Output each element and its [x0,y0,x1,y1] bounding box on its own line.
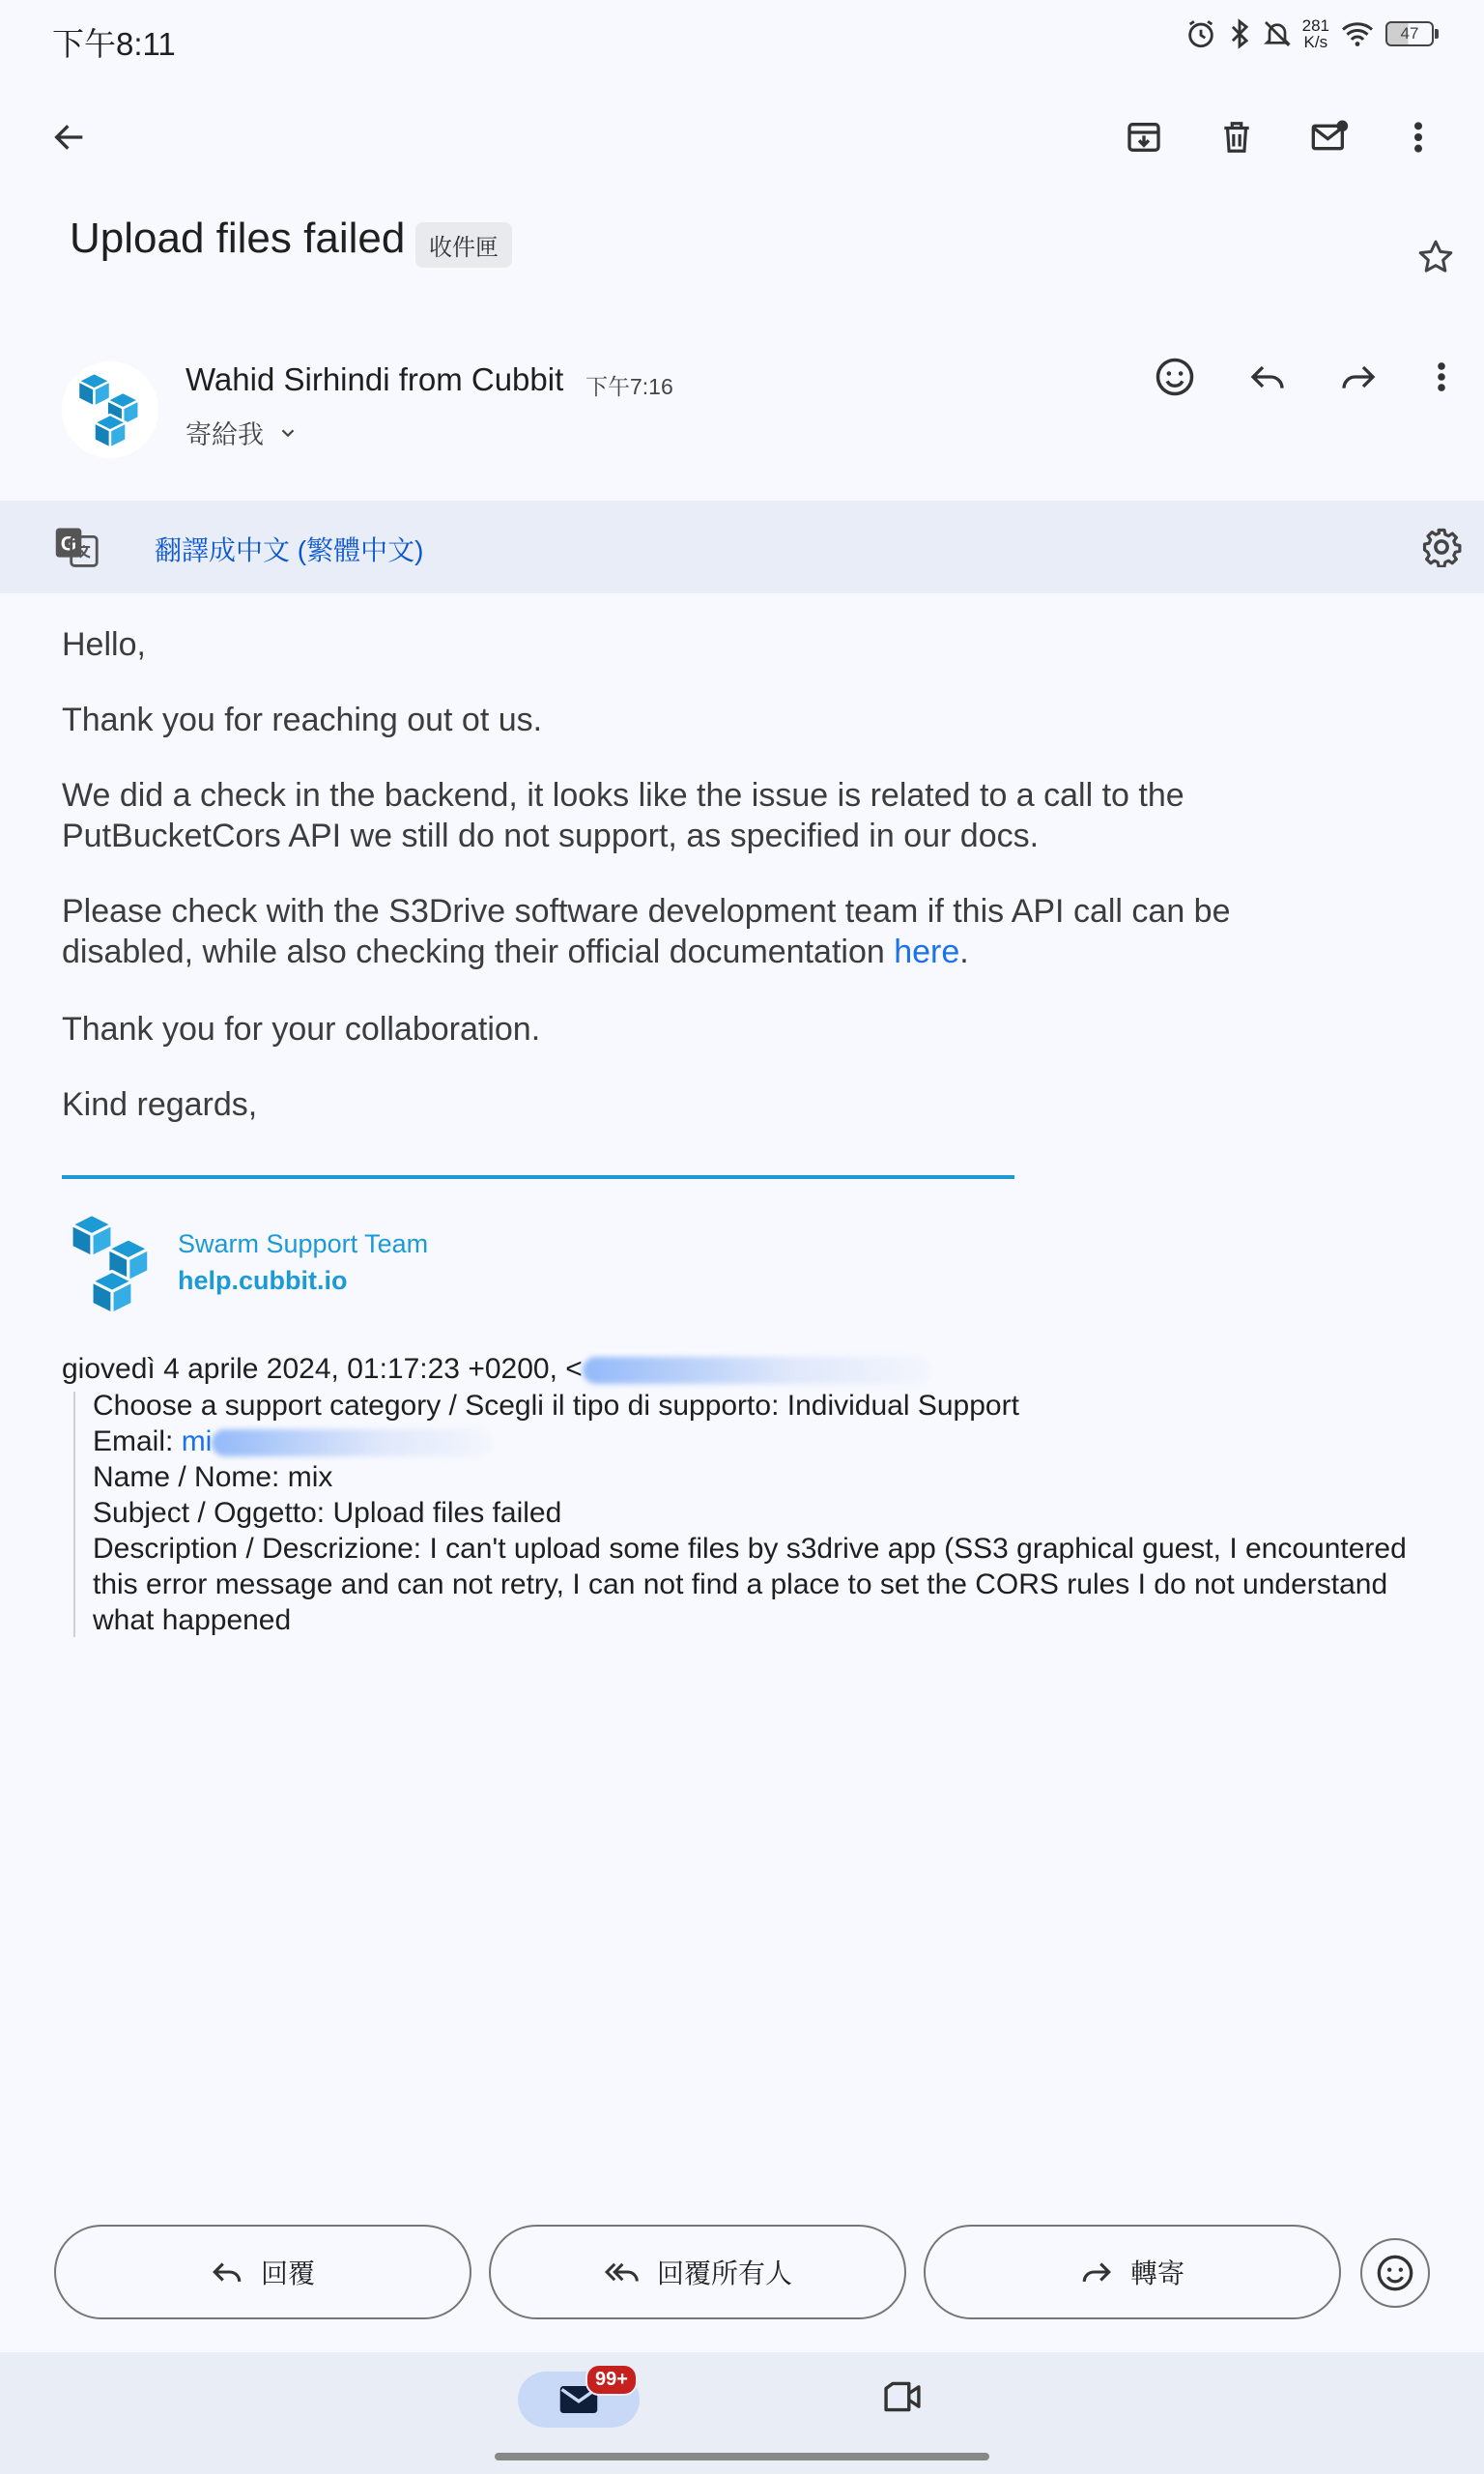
alarm-icon [1184,17,1217,50]
body-paragraph-2: We did a check in the backend, it looks like the issue is related to a call to the PutBucketCors API we still do not support, as specified in our docs. [62,777,1184,854]
docs-link[interactable]: here [894,934,960,970]
reply-button[interactable]: 回覆 [54,2225,471,2319]
cubbit-logo-icon [78,369,142,450]
reply-all-button[interactable]: 回覆所有人 [489,2225,906,2319]
mail-unread-badge: 99+ [585,2364,638,2396]
translate-link[interactable]: 翻譯成中文 (繁體中文) [155,535,424,565]
archive-icon [1125,118,1163,157]
battery-icon: 47 [1385,21,1434,46]
emoji-icon [1155,357,1195,397]
signature-url[interactable]: help.cubbit.io [178,1266,348,1295]
quoted-category: Choose a support category / Scegli il tipo di supporto: Individual Support [93,1390,1019,1422]
quoted-content [93,1388,1426,1638]
sender-avatar[interactable] [62,361,158,458]
status-time: 下午8:11 [52,26,176,62]
reply-icon-button[interactable] [1239,348,1297,406]
chevron-down-icon [277,422,299,444]
sender-name[interactable]: Wahid Sirhindi from Cubbit [186,361,564,397]
svg-text:G: G [60,532,77,556]
bell-off-icon [1262,17,1293,50]
quoted-subject: Subject / Oggetto: Upload files failed [93,1497,562,1529]
reply-icon [211,2256,243,2288]
emoji-react-button[interactable] [1146,348,1204,406]
arrow-left-icon [50,118,89,157]
sent-time: 下午7:16 [585,374,673,399]
wifi-icon [1339,19,1376,48]
cubbit-logo-icon [71,1210,153,1316]
net-speed: 281 K/s [1301,16,1329,51]
nav-meet-tab[interactable] [881,2377,924,2416]
status-icons [1184,17,1434,50]
trash-icon [1218,118,1255,157]
body-paragraph-1: Thank you for reaching out ot us. [62,702,543,738]
signature-divider [62,1175,1014,1179]
video-camera-icon [881,2377,924,2416]
mark-unread-icon [1309,118,1350,157]
delete-button[interactable] [1208,108,1266,166]
translate-settings-button[interactable] [1413,518,1470,576]
signature-team: Swarm Support Team [178,1229,429,1258]
quote-bar [73,1392,75,1637]
body-greeting: Hello, [62,626,146,663]
reply-icon [1248,358,1287,396]
star-button[interactable] [1407,228,1465,286]
quoted-description: Description / Descrizione: I can't upload some files by s3drive app (SS3 graphical guest, I encountered this error message and can not retry, I can not find a place to set the CORS rules I do not understand what happened [93,1533,1407,1636]
home-indicator[interactable] [495,2453,989,2460]
quoted-name: Name / Nome: mix [93,1461,333,1493]
body-paragraph-4: Thank you for your collaboration. [62,1011,541,1048]
redacted-email [583,1357,930,1384]
star-icon [1416,238,1455,276]
recipient-toggle[interactable] [186,414,299,451]
more-vert-icon [1413,118,1424,157]
quoted-email: Email: mi [93,1424,1426,1459]
more-options-button[interactable] [1389,108,1447,166]
emoji-reaction-button[interactable] [1360,2238,1430,2308]
body-closing: Kind regards, [62,1086,258,1123]
gear-icon [1421,527,1462,567]
translate-icon [54,526,99,568]
forward-icon-button[interactable] [1329,348,1387,406]
email-subject: Upload files failed [70,215,406,262]
archive-button[interactable] [1115,108,1173,166]
quoted-header: giovedì 4 aprile 2024, 01:17:23 +0200, < [62,1353,930,1386]
back-button[interactable] [41,108,99,166]
bluetooth-icon [1227,17,1252,50]
emoji-icon [1376,2254,1414,2292]
forward-button[interactable]: 轉寄 [924,2225,1341,2319]
forward-icon [1080,2256,1113,2288]
mark-unread-button[interactable] [1300,108,1358,166]
recipient-label: 寄給我 [186,420,264,449]
forward-icon [1339,358,1378,396]
body-paragraph-3: Please check with the S3Drive software development team if this API call can be disabled, while also checking their official documentation here. [62,893,1231,970]
message-more-button[interactable] [1413,348,1470,406]
reply-all-icon [603,2256,640,2288]
redacted-email-address [212,1429,492,1456]
inbox-label-chip[interactable]: 收件匣 [415,222,512,268]
more-vert-icon [1436,359,1447,395]
